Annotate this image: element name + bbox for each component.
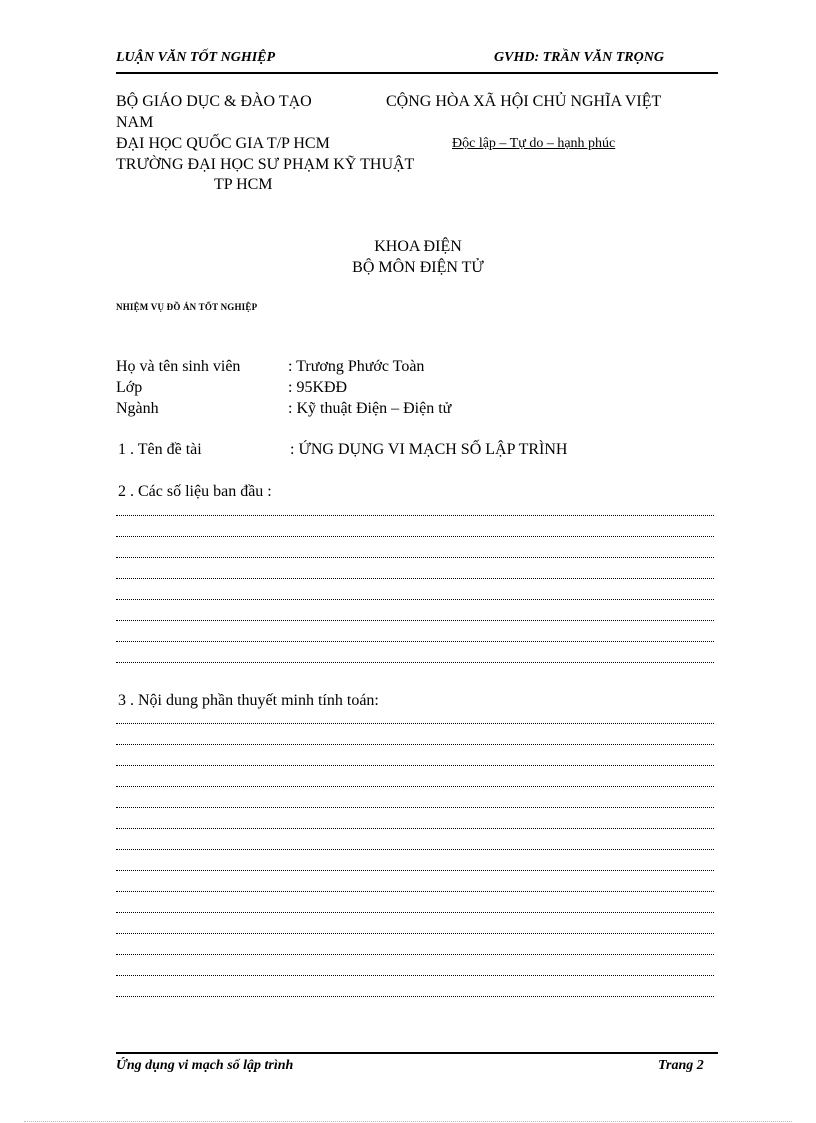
header-rule xyxy=(116,72,718,74)
dotted-line xyxy=(116,870,714,871)
dotted-line xyxy=(116,599,714,600)
calculation-content-label: 3 . Nội dung phần thuyết minh tính toán: xyxy=(118,692,379,709)
topic-label: 1 . Tên đề tài xyxy=(118,441,202,458)
dotted-line xyxy=(116,933,714,934)
footer-rule xyxy=(116,1052,718,1054)
dotted-line xyxy=(116,515,714,516)
dotted-line xyxy=(116,723,714,724)
major-value: : Kỹ thuật Điện – Điện tử xyxy=(288,400,452,417)
dotted-line xyxy=(116,807,714,808)
dotted-line xyxy=(116,557,714,558)
division-name: BỘ MÔN ĐIỆN TỬ xyxy=(352,259,484,276)
national-motto: Độc lập – Tự do – hạnh phúc xyxy=(452,136,616,151)
dotted-line xyxy=(116,849,714,850)
ministry-name: BỘ GIÁO DỤC & ĐÀO TẠO xyxy=(116,93,312,110)
dotted-line xyxy=(116,641,714,642)
class-label: Lớp xyxy=(116,379,143,396)
page-edge xyxy=(24,1121,792,1122)
dotted-line xyxy=(116,578,714,579)
major-label: Ngành xyxy=(116,400,159,417)
header-right: GVHD: TRẦN VĂN TRỌNG xyxy=(494,50,664,65)
student-name-label: Họ và tên sinh viên xyxy=(116,358,241,375)
footer-left: Ứng dụng vi mạch số lập trình xyxy=(116,1058,294,1073)
task-title: NHIỆM VỤ ĐỒ ÁN TỐT NGHIỆP xyxy=(116,302,258,312)
university-name: ĐẠI HỌC QUỐC GIA T/P HCM xyxy=(116,135,330,152)
dotted-line xyxy=(116,786,714,787)
topic-value: : ỨNG DỤNG VI MẠCH SỐ LẬP TRÌNH xyxy=(290,441,568,458)
dotted-line xyxy=(116,536,714,537)
faculty-name: KHOA ĐIỆN xyxy=(374,238,462,255)
dotted-line xyxy=(116,828,714,829)
dotted-line xyxy=(116,954,714,955)
header-left: LUẬN VĂN TỐT NGHIỆP xyxy=(116,50,276,65)
student-name-value: : Trương Phước Toàn xyxy=(288,358,425,375)
dotted-line xyxy=(116,975,714,976)
republic-name: CỘNG HÒA XÃ HỘI CHỦ NGHĨA VIỆT xyxy=(386,93,662,110)
school-name: TRƯỜNG ĐẠI HỌC SƯ PHẠM KỸ THUẬT xyxy=(116,156,415,173)
page-number: Trang 2 xyxy=(658,1058,704,1073)
dotted-line xyxy=(116,891,714,892)
dotted-line xyxy=(116,620,714,621)
dotted-line xyxy=(116,662,714,663)
initial-data-label: 2 . Các số liệu ban đầu : xyxy=(118,483,272,500)
school-city: TP HCM xyxy=(214,176,273,193)
dotted-line xyxy=(116,744,714,745)
republic-name-continued: NAM xyxy=(116,114,154,131)
class-value: : 95KĐĐ xyxy=(288,379,348,396)
dotted-line xyxy=(116,765,714,766)
dotted-line xyxy=(116,912,714,913)
dotted-line xyxy=(116,996,714,997)
